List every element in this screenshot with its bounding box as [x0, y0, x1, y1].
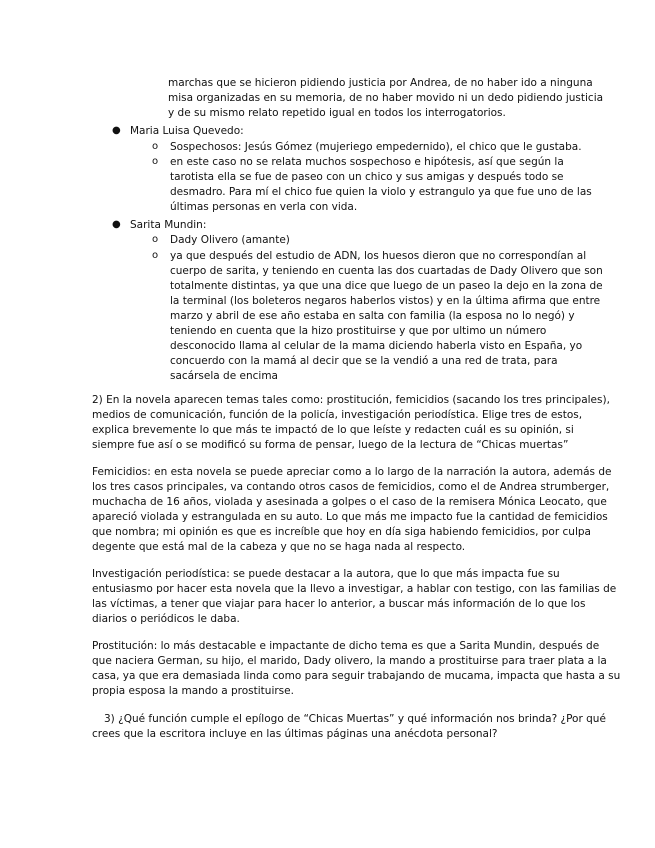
sub-bullet-icon: o — [152, 141, 159, 152]
sub-bullet-line: desmadro. Para mí el chico fue quien la violo y estrangulo ya que fue uno de las — [170, 186, 592, 198]
bullet-label: Maria Luisa Quevedo: — [130, 125, 244, 137]
bullet-label: Sarita Mundin: — [130, 219, 207, 231]
sub-bullet-line: en este caso no se relata muchos sospechoso e hipótesis, así que según la — [170, 156, 564, 168]
sub-bullet-line: teniendo en cuenta que la hizo prostituirse y que por ultimo un número — [170, 325, 547, 337]
paragraph-line: degente que está mal de la cabeza y que no se haga nada al respecto. — [92, 541, 466, 553]
bullet-dot-icon: ● — [112, 125, 121, 136]
paragraph-line: que naciera German, su hijo, el marido, Dady olivero, la mando a prostituirse para traer plata a la — [92, 655, 607, 667]
sub-bullet-line: sacársela de encima — [170, 370, 278, 382]
sub-bullet-icon: o — [152, 250, 159, 261]
paragraph-line: Femicidios: en esta novela se puede apreciar como a lo largo de la narración la autora, además de — [92, 466, 612, 478]
paragraph-line: Prostitución: lo más destacable e impactante de dicho tema es que a Sarita Mundin, después de — [92, 640, 600, 652]
paragraph-line: propia esposa la mando a prostituirse. — [92, 685, 294, 697]
paragraph-line: que nombra; mi opinión es que es increíble que hoy en día siga habiendo femicidios, por culpa — [92, 526, 591, 538]
paragraph-line: Investigación periodística: se puede destacar a la autora, que lo que más impacta fue su — [92, 568, 560, 580]
paragraph-line: los tres casos principales, va contando otros casos de femicidios, como el de Andrea strumberger, — [92, 481, 610, 493]
sub-bullet-line: Dady Olivero (amante) — [170, 234, 290, 246]
question-line: 2) En la novela aparecen temas tales como: prostitución, femicidios (sacando los tres principales), — [92, 394, 610, 406]
paragraph-line: marchas que se hicieron pidiendo justicia por Andrea, de no haber ido a ninguna — [168, 77, 593, 89]
question-line: medios de comunicación, función de la policía, investigación periodística. Elige tres de estos, — [92, 409, 583, 421]
sub-bullet-line: tarotista ella se fue de paseo con un chico y sus amigas y después todo se — [170, 171, 564, 183]
sub-bullet-line: Sospechosos: Jesús Gómez (mujeriego empedernido), el chico que le gustaba. — [170, 141, 582, 153]
question-line: crees que la escritora incluye en las últimas páginas una anécdota personal? — [92, 728, 498, 740]
bullet-dot-icon: ● — [112, 219, 121, 230]
sub-bullet-line: ya que después del estudio de ADN, los huesos dieron que no correspondían al — [170, 250, 587, 262]
paragraph-line: y de su mismo relato repetido igual en todos los interrogatorios. — [168, 107, 506, 119]
sub-bullet-line: marzo y abril de ese año estaba en salta con familia (la esposa no lo negó) y — [170, 310, 575, 322]
paragraph-line: entusiasmo por hacer esta novela que la llevo a investigar, a hablar con testigo, con las familias de — [92, 583, 617, 595]
sub-bullet-line: totalmente distintas, ya que una dice que luego de un paseo la dejo en la zona de — [170, 280, 603, 292]
sub-bullet-line: cuerpo de sarita, y teniendo en cuenta las dos cuartadas de Dady Olivero que son — [170, 265, 603, 277]
paragraph-line: misa organizadas en su memoria, de no haber movido ni un dedo pidiendo justicia — [168, 92, 604, 104]
sub-bullet-line: últimas personas en verla con vida. — [170, 201, 358, 213]
paragraph-line: casa, ya que era demasiada linda como para seguir trabajando de mucama, impacta que hasta a su — [92, 670, 621, 682]
sub-bullet-line: concuerdo con la mamá al decir que se la vendió a una red de trata, para — [170, 355, 558, 367]
question-line: explica brevemente lo que más te impactó de lo que leíste y redacten cuál es su opinión, si — [92, 424, 574, 436]
paragraph-line: apareció violada y estrangulada en su auto. Lo que más me impacto fue la cantidad de femicidios — [92, 511, 608, 523]
sub-bullet-icon: o — [152, 156, 159, 167]
question-line: 3) ¿Qué función cumple el epílogo de “Chicas Muertas” y qué información nos brinda? ¿Por qué — [104, 713, 606, 725]
paragraph-line: diarios o periódicos le daba. — [92, 613, 240, 625]
sub-bullet-line: desconocido llama al celular de la mama diciendo haberla visto en España, yo — [170, 340, 583, 352]
sub-bullet-icon: o — [152, 234, 159, 245]
paragraph-line: las víctimas, a tener que viajar para hacer lo anterior, a buscar más información de lo que los — [92, 598, 586, 610]
question-line: siempre fue así o se modificó su forma de pensar, luego de la lectura de “Chicas muertas” — [92, 439, 569, 451]
sub-bullet-line: la terminal (los boleteros negaros haberlos vistos) y en la última afirma que entre — [170, 295, 601, 307]
paragraph-line: muchacha de 16 años, violada y asesinada a golpes o el caso de la remisera Mónica Leocato, que — [92, 496, 607, 508]
